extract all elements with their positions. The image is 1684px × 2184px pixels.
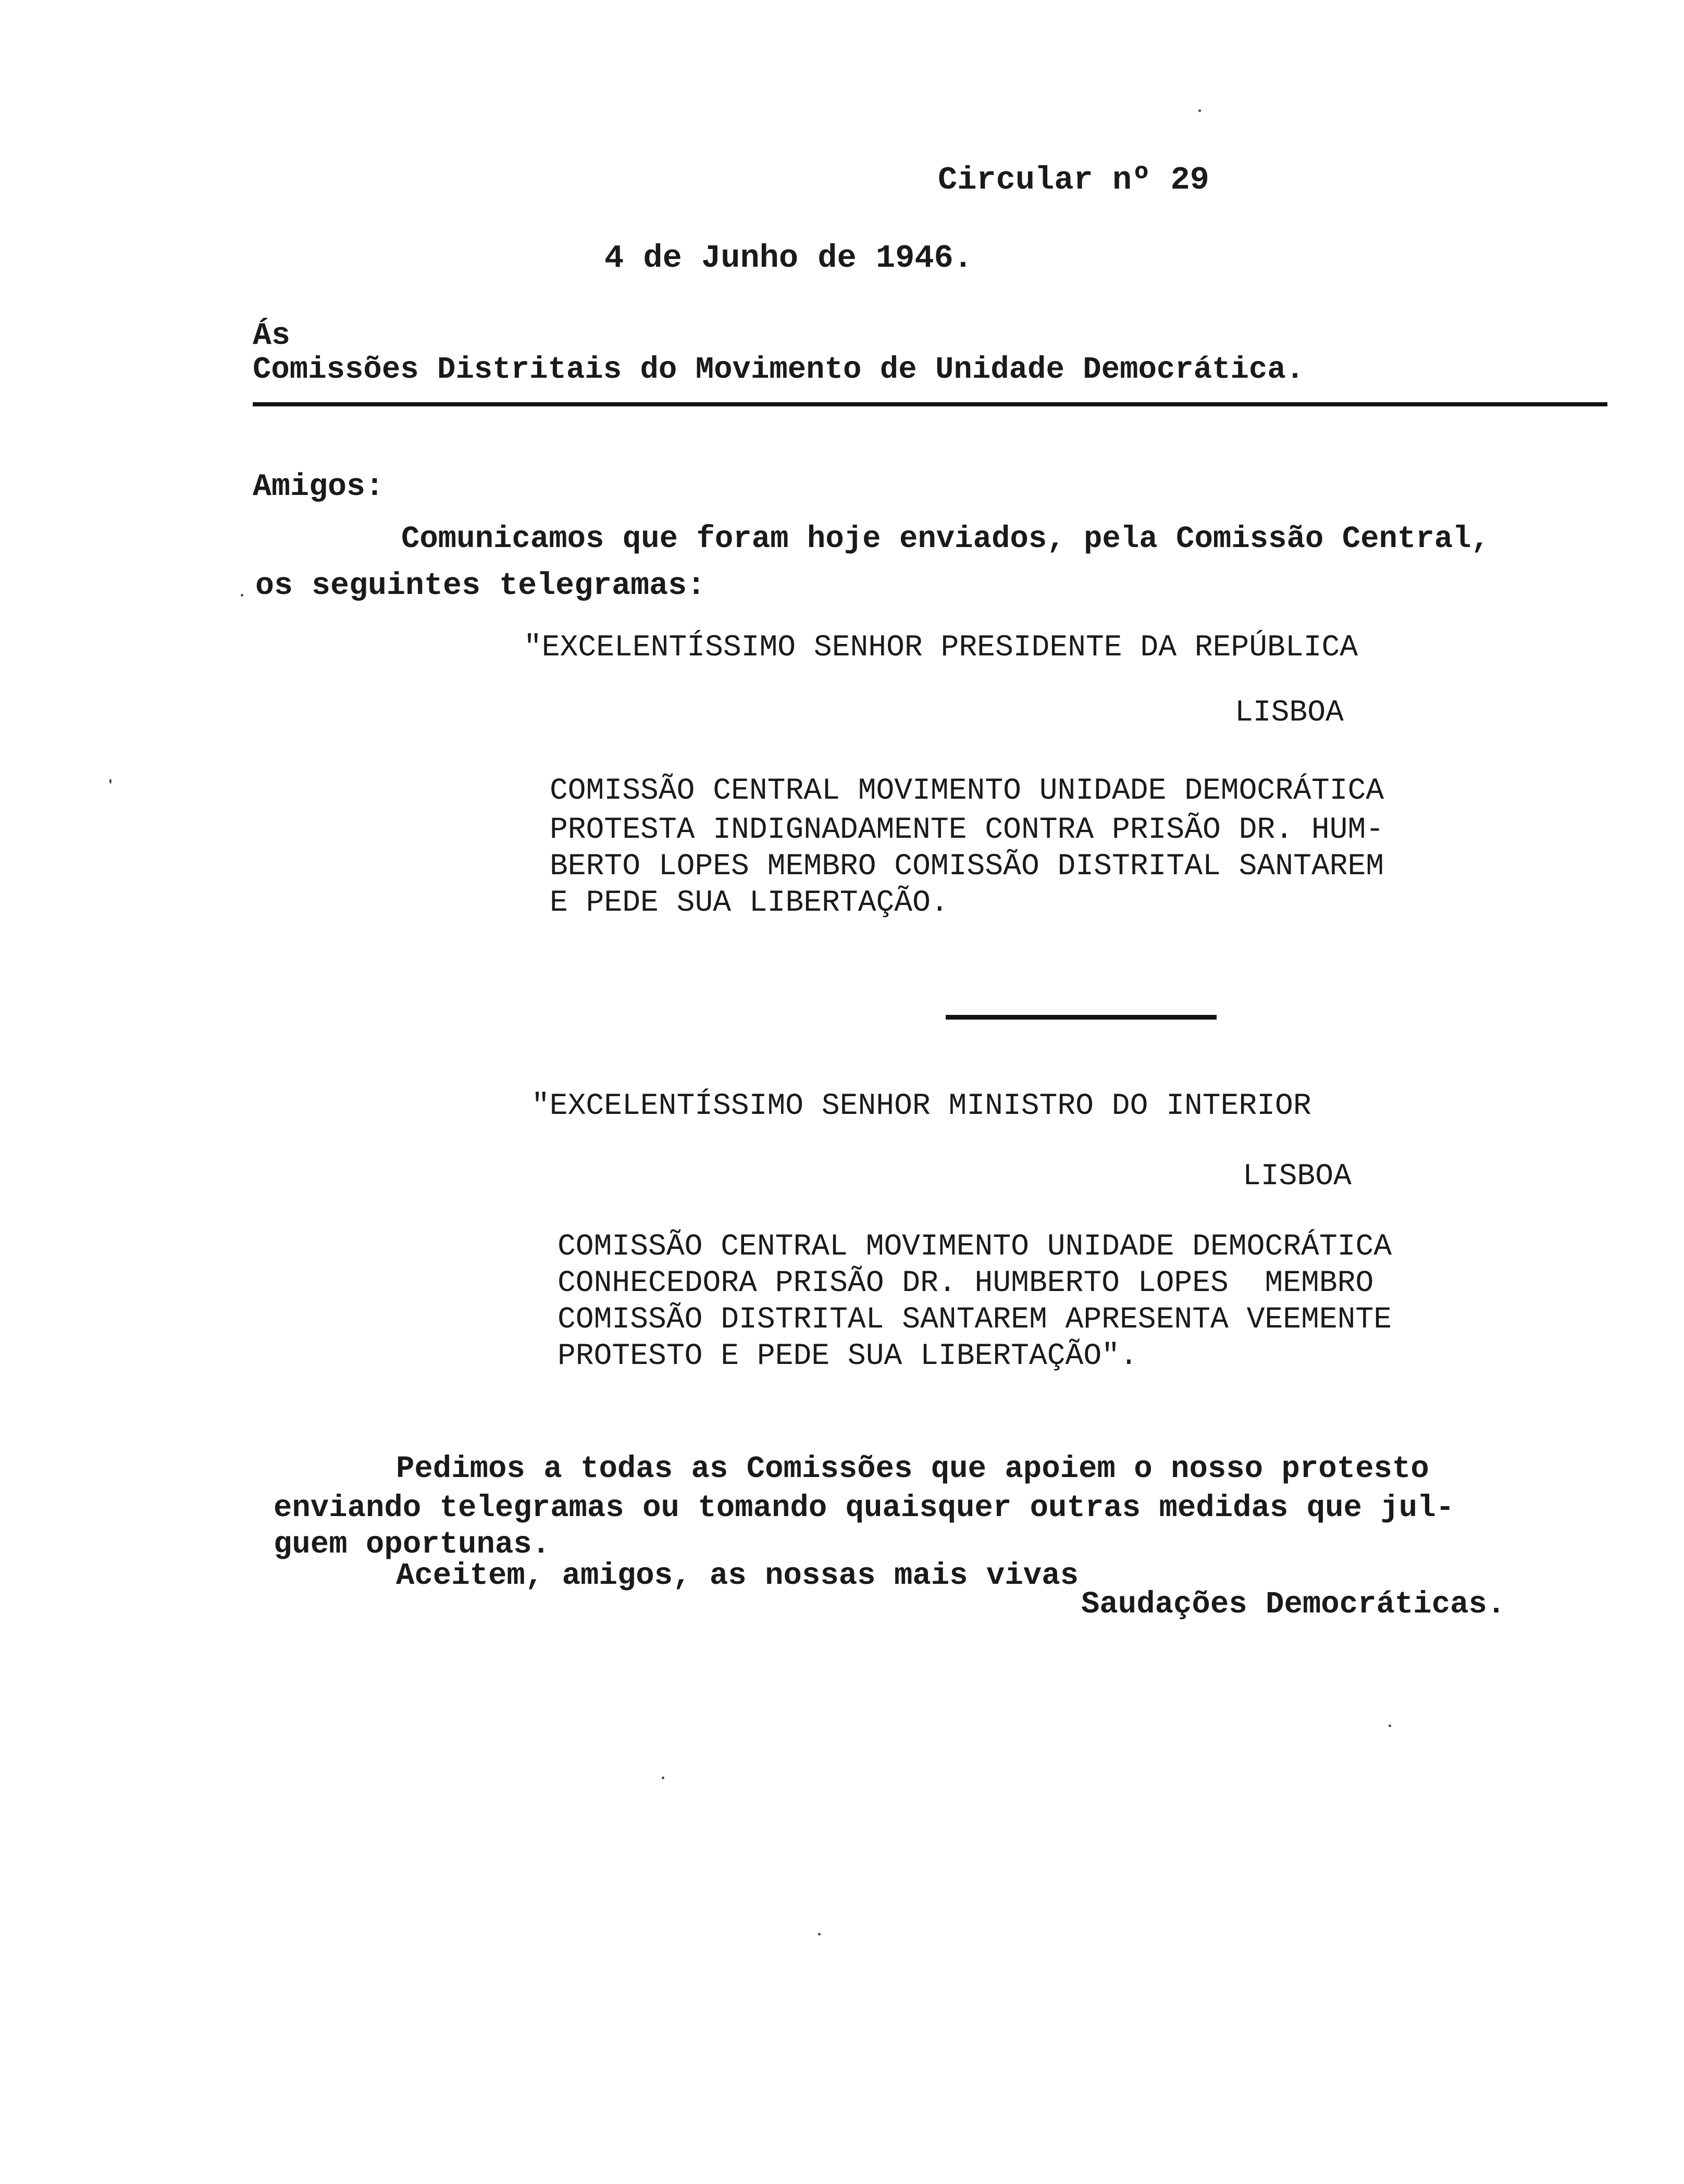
telegram-1-recipient: "EXCELENTÍSSIMO SENHOR PRESIDENTE DA REPÚBLICA [524, 631, 1358, 665]
telegram-1-city: LISBOA [1235, 696, 1344, 730]
telegram-2-line-1: COMISSÃO CENTRAL MOVIMENTO UNIDADE DEMOCRÁTICA [558, 1230, 1392, 1264]
telegram-1-line-2: PROTESTA INDIGNADAMENTE CONTRA PRISÃO DR. HUM- [550, 813, 1384, 847]
scan-speck [241, 594, 243, 597]
scan-speck [818, 1933, 821, 1935]
telegram-2-line-2: CONHECEDORA PRISÃO DR. HUMBERTO LOPES MEMBRO [558, 1267, 1374, 1300]
telegram-divider [946, 1015, 1217, 1020]
telegram-1-line-3: BERTO LOPES MEMBRO COMISSÃO DISTRITAL SANTAREM [550, 850, 1384, 884]
addressee-line: Comissões Distritais do Movimento de Unidade Democrática. [253, 352, 1305, 387]
scan-speck [662, 1777, 664, 1779]
salutation: Saudações Democráticas. [1081, 1587, 1506, 1622]
header-divider [253, 402, 1607, 406]
intro-line-2: os seguintes telegramas: [255, 568, 706, 604]
intro-line-1: Comunicamos que foram hoje enviados, pela Comissão Central, [401, 522, 1490, 556]
addressee-prefix: Ás [253, 318, 291, 354]
telegram-2-recipient: "EXCELENTÍSSIMO SENHOR MINISTRO DO INTERIOR [531, 1089, 1311, 1123]
telegram-2-city: LISBOA [1243, 1160, 1352, 1194]
scan-speck [1389, 1724, 1391, 1727]
scan-speck [109, 779, 112, 784]
closing-line-3: guem oportunas. [274, 1527, 551, 1562]
closing-line-2: enviando telegramas ou tomando quaisquer outras medidas que jul- [274, 1491, 1454, 1525]
closing-line-1: Pedimos a todas as Comissões que apoiem o nosso protesto [396, 1451, 1429, 1486]
telegram-2-line-4: PROTESTO E PEDE SUA LIBERTAÇÃO". [558, 1339, 1138, 1373]
sign-off: Aceitem, amigos, as nossas mais vivas [396, 1558, 1079, 1593]
telegram-2-line-3: COMISSÃO DISTRITAL SANTAREM APRESENTA VEEMENTE [558, 1303, 1392, 1337]
greeting: Amigos: [253, 469, 385, 505]
document-date: 4 de Junho de 1946. [604, 240, 973, 277]
telegram-1-line-1: COMISSÃO CENTRAL MOVIMENTO UNIDADE DEMOCRÁTICA [550, 774, 1384, 808]
circular-number: Circular nº 29 [938, 162, 1209, 198]
telegram-1-line-4: E PEDE SUA LIBERTAÇÃO. [550, 886, 949, 920]
scan-speck [1198, 109, 1201, 112]
